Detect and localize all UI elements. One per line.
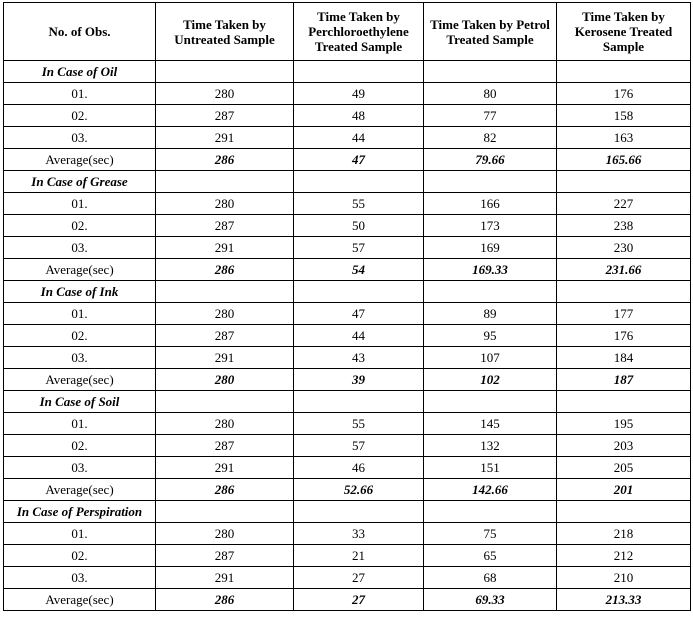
time-value: 33 bbox=[294, 523, 424, 545]
time-value: 44 bbox=[294, 325, 424, 347]
empty-cell bbox=[424, 171, 557, 193]
time-value: 218 bbox=[557, 523, 691, 545]
time-value: 169 bbox=[424, 237, 557, 259]
time-value: 50 bbox=[294, 215, 424, 237]
average-value: 142.66 bbox=[424, 479, 557, 501]
average-value: 69.33 bbox=[424, 589, 557, 611]
time-value: 82 bbox=[424, 127, 557, 149]
average-value: 79.66 bbox=[424, 149, 557, 171]
time-value: 89 bbox=[424, 303, 557, 325]
obs-number: 03. bbox=[4, 237, 156, 259]
table-row bbox=[4, 567, 691, 589]
time-value: 163 bbox=[557, 127, 691, 149]
empty-cell bbox=[557, 61, 691, 83]
empty-cell bbox=[557, 171, 691, 193]
empty-cell bbox=[156, 501, 294, 523]
time-value: 176 bbox=[557, 83, 691, 105]
obs-number: 01. bbox=[4, 413, 156, 435]
header-row bbox=[4, 3, 691, 61]
time-value: 203 bbox=[557, 435, 691, 457]
time-value: 55 bbox=[294, 193, 424, 215]
section-title: In Case of Ink bbox=[4, 281, 156, 303]
average-row bbox=[4, 369, 691, 391]
empty-cell bbox=[156, 281, 294, 303]
section-title: In Case of Perspiration bbox=[4, 501, 156, 523]
time-value: 291 bbox=[156, 457, 294, 479]
table-row bbox=[4, 127, 691, 149]
time-value: 77 bbox=[424, 105, 557, 127]
section-row bbox=[4, 391, 691, 413]
header-untreated: Time Taken by Untreated Sample bbox=[156, 3, 294, 61]
average-value: 213.33 bbox=[557, 589, 691, 611]
empty-cell bbox=[557, 281, 691, 303]
obs-number: 02. bbox=[4, 545, 156, 567]
time-value: 132 bbox=[424, 435, 557, 457]
empty-cell bbox=[156, 171, 294, 193]
table-row bbox=[4, 215, 691, 237]
empty-cell bbox=[424, 61, 557, 83]
time-value: 46 bbox=[294, 457, 424, 479]
time-value: 27 bbox=[294, 567, 424, 589]
results-table bbox=[3, 2, 691, 611]
table-body bbox=[4, 61, 691, 611]
header-perchloroethylene: Time Taken by Perchloroethylene Treated Sample bbox=[294, 3, 424, 61]
time-value: 176 bbox=[557, 325, 691, 347]
time-value: 68 bbox=[424, 567, 557, 589]
average-row bbox=[4, 259, 691, 281]
average-label: Average(sec) bbox=[4, 259, 156, 281]
section-title: In Case of Oil bbox=[4, 61, 156, 83]
header-kerosene: Time Taken by Kerosene Treated Sample bbox=[557, 3, 691, 61]
time-value: 287 bbox=[156, 435, 294, 457]
time-value: 291 bbox=[156, 237, 294, 259]
empty-cell bbox=[294, 501, 424, 523]
time-value: 280 bbox=[156, 83, 294, 105]
table-row bbox=[4, 435, 691, 457]
average-value: 286 bbox=[156, 479, 294, 501]
time-value: 287 bbox=[156, 215, 294, 237]
obs-number: 03. bbox=[4, 127, 156, 149]
time-value: 291 bbox=[156, 347, 294, 369]
average-value: 165.66 bbox=[557, 149, 691, 171]
obs-number: 02. bbox=[4, 325, 156, 347]
average-row bbox=[4, 479, 691, 501]
empty-cell bbox=[156, 391, 294, 413]
average-value: 39 bbox=[294, 369, 424, 391]
average-value: 231.66 bbox=[557, 259, 691, 281]
empty-cell bbox=[294, 171, 424, 193]
time-value: 280 bbox=[156, 303, 294, 325]
time-value: 280 bbox=[156, 413, 294, 435]
obs-number: 02. bbox=[4, 105, 156, 127]
table-row bbox=[4, 237, 691, 259]
time-value: 280 bbox=[156, 523, 294, 545]
table-row bbox=[4, 105, 691, 127]
time-value: 212 bbox=[557, 545, 691, 567]
obs-number: 02. bbox=[4, 435, 156, 457]
time-value: 291 bbox=[156, 127, 294, 149]
time-value: 227 bbox=[557, 193, 691, 215]
empty-cell bbox=[156, 61, 294, 83]
time-value: 287 bbox=[156, 545, 294, 567]
obs-number: 01. bbox=[4, 523, 156, 545]
time-value: 158 bbox=[557, 105, 691, 127]
table-row bbox=[4, 193, 691, 215]
time-value: 184 bbox=[557, 347, 691, 369]
obs-number: 03. bbox=[4, 347, 156, 369]
obs-number: 01. bbox=[4, 193, 156, 215]
time-value: 291 bbox=[156, 567, 294, 589]
average-value: 27 bbox=[294, 589, 424, 611]
section-title: In Case of Soil bbox=[4, 391, 156, 413]
table-row bbox=[4, 523, 691, 545]
empty-cell bbox=[424, 281, 557, 303]
time-value: 57 bbox=[294, 435, 424, 457]
time-value: 287 bbox=[156, 325, 294, 347]
section-title: In Case of Grease bbox=[4, 171, 156, 193]
obs-number: 01. bbox=[4, 83, 156, 105]
average-value: 102 bbox=[424, 369, 557, 391]
header-petrol: Time Taken by Petrol Treated Sample bbox=[424, 3, 557, 61]
average-value: 201 bbox=[557, 479, 691, 501]
average-value: 54 bbox=[294, 259, 424, 281]
empty-cell bbox=[557, 501, 691, 523]
obs-number: 02. bbox=[4, 215, 156, 237]
time-value: 95 bbox=[424, 325, 557, 347]
average-row bbox=[4, 149, 691, 171]
average-value: 52.66 bbox=[294, 479, 424, 501]
time-value: 65 bbox=[424, 545, 557, 567]
obs-number: 03. bbox=[4, 457, 156, 479]
table-row bbox=[4, 457, 691, 479]
time-value: 57 bbox=[294, 237, 424, 259]
time-value: 145 bbox=[424, 413, 557, 435]
time-value: 44 bbox=[294, 127, 424, 149]
empty-cell bbox=[424, 391, 557, 413]
section-row bbox=[4, 171, 691, 193]
obs-number: 01. bbox=[4, 303, 156, 325]
time-value: 48 bbox=[294, 105, 424, 127]
empty-cell bbox=[294, 61, 424, 83]
obs-number: 03. bbox=[4, 567, 156, 589]
time-value: 151 bbox=[424, 457, 557, 479]
average-label: Average(sec) bbox=[4, 479, 156, 501]
time-value: 173 bbox=[424, 215, 557, 237]
time-value: 47 bbox=[294, 303, 424, 325]
time-value: 205 bbox=[557, 457, 691, 479]
section-row bbox=[4, 61, 691, 83]
time-value: 75 bbox=[424, 523, 557, 545]
time-value: 43 bbox=[294, 347, 424, 369]
average-label: Average(sec) bbox=[4, 149, 156, 171]
time-value: 107 bbox=[424, 347, 557, 369]
average-label: Average(sec) bbox=[4, 369, 156, 391]
table-row bbox=[4, 303, 691, 325]
average-value: 187 bbox=[557, 369, 691, 391]
time-value: 55 bbox=[294, 413, 424, 435]
time-value: 230 bbox=[557, 237, 691, 259]
time-value: 21 bbox=[294, 545, 424, 567]
time-value: 166 bbox=[424, 193, 557, 215]
empty-cell bbox=[424, 501, 557, 523]
average-value: 286 bbox=[156, 589, 294, 611]
empty-cell bbox=[557, 391, 691, 413]
average-row bbox=[4, 589, 691, 611]
time-value: 177 bbox=[557, 303, 691, 325]
average-value: 286 bbox=[156, 149, 294, 171]
time-value: 210 bbox=[557, 567, 691, 589]
time-value: 238 bbox=[557, 215, 691, 237]
header-obs: No. of Obs. bbox=[4, 3, 156, 61]
average-label: Average(sec) bbox=[4, 589, 156, 611]
empty-cell bbox=[294, 391, 424, 413]
table-row bbox=[4, 325, 691, 347]
average-value: 47 bbox=[294, 149, 424, 171]
empty-cell bbox=[294, 281, 424, 303]
section-row bbox=[4, 281, 691, 303]
time-value: 195 bbox=[557, 413, 691, 435]
average-value: 286 bbox=[156, 259, 294, 281]
table-row bbox=[4, 347, 691, 369]
section-row bbox=[4, 501, 691, 523]
time-value: 280 bbox=[156, 193, 294, 215]
table-row bbox=[4, 413, 691, 435]
time-value: 287 bbox=[156, 105, 294, 127]
average-value: 280 bbox=[156, 369, 294, 391]
table-row bbox=[4, 545, 691, 567]
average-value: 169.33 bbox=[424, 259, 557, 281]
table-row bbox=[4, 83, 691, 105]
time-value: 49 bbox=[294, 83, 424, 105]
time-value: 80 bbox=[424, 83, 557, 105]
